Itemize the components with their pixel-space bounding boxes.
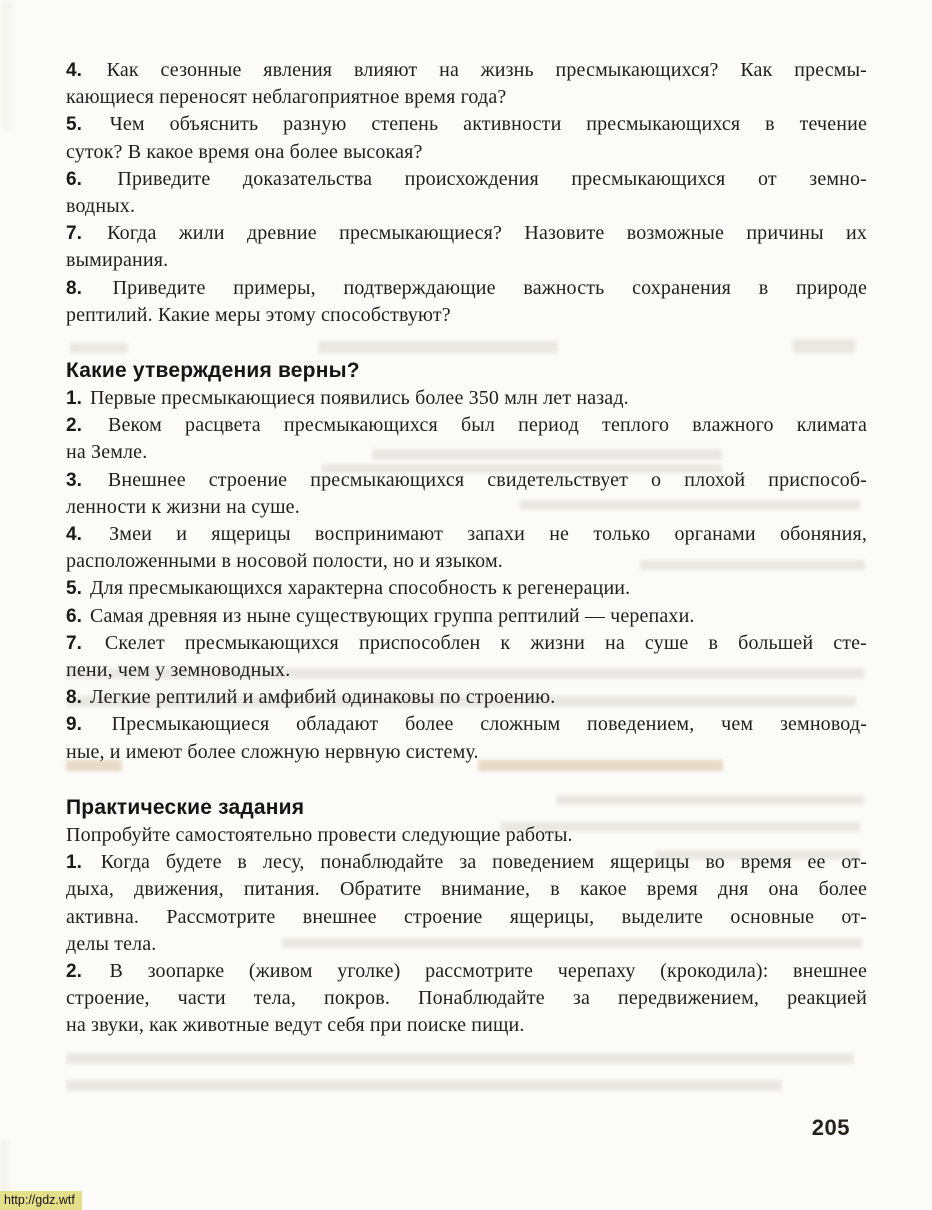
text-line: 8. Легкие рептилий и амфибий одинаковы по строению. bbox=[66, 686, 556, 709]
item-number: 9. bbox=[66, 714, 82, 736]
text-line: ленности к жизни на суше. bbox=[66, 495, 300, 518]
text-line: суток? В какое время она более высокая? bbox=[66, 140, 423, 163]
text-line: строение, части тела, покров. Понаблюдайте за передвижением, реакцией bbox=[66, 987, 867, 1010]
text-line: рептилий. Какие меры этому способствуют? bbox=[66, 303, 451, 326]
item-number: 3. bbox=[66, 469, 82, 491]
text-line: дыха, движения, питания. Обратите внимание, в какое время дня она более bbox=[66, 878, 867, 901]
text-line: ные, и имеют более сложную нервную систему. bbox=[66, 740, 479, 763]
item-number: 7. bbox=[66, 223, 82, 245]
section-true-statements bbox=[66, 356, 867, 766]
text-line: 6. Самая древняя из ныне существующих группа рептилий — черепахи. bbox=[66, 604, 695, 627]
text-line: 5. Чем объяснить разную степень активности пресмыкающихся в течение bbox=[66, 113, 867, 136]
text-line: 5. Для пресмыкающихся характерна способность к регенерации. bbox=[66, 577, 631, 600]
item-number: 5. bbox=[66, 578, 82, 600]
section-review-questions bbox=[66, 57, 867, 329]
scan-bleedthrough-artifact bbox=[793, 339, 855, 353]
section-heading-practical: Практические задания bbox=[66, 796, 305, 819]
text-line: 2. Веком расцвета пресмыкающихся был период теплого влажного климата bbox=[66, 414, 867, 437]
text-line: 9. Пресмыкающиеся обладают более сложным поведением, чем земновод- bbox=[66, 713, 867, 736]
item-number: 2. bbox=[66, 415, 82, 437]
item-number: 8. bbox=[66, 277, 82, 299]
practical-intro-line: Попробуйте самостоятельно провести следующие работы. bbox=[66, 824, 573, 846]
text-line: активна. Рассмотрите внешнее строение ящерицы, выделите основные от- bbox=[66, 905, 867, 928]
section-practical-tasks bbox=[66, 793, 867, 1040]
text-line: 4. Змеи и ящерицы воспринимают запахи не только органами обоняния, bbox=[66, 523, 867, 546]
question-list bbox=[66, 57, 867, 329]
text-line: 8. Приведите примеры, подтверждающие важность сохранения в природе bbox=[66, 276, 867, 299]
text-line: кающиеся переносят неблагоприятное время года? bbox=[66, 86, 507, 109]
watermark-url: http://gdz.wtf bbox=[0, 1191, 82, 1210]
text-line: 1. Когда будете в лесу, понаблюдайте за поведением ящерицы во время ее от- bbox=[66, 851, 867, 874]
text-line: расположенными в носовой полости, но и языком. bbox=[66, 550, 503, 573]
item-number: 6. bbox=[66, 605, 82, 627]
item-number: 6. bbox=[66, 168, 82, 190]
text-line: 7. Когда жили древние пресмыкающиеся? Назовите возможные причины их bbox=[66, 222, 867, 245]
item-number: 8. bbox=[66, 687, 82, 709]
scan-bleedthrough-artifact bbox=[66, 1053, 854, 1064]
text-line: пени, чем у земноводных. bbox=[66, 659, 291, 682]
text-line: на звуки, как животные ведут себя при поиске пищи. bbox=[66, 1014, 525, 1037]
page-number: 205 bbox=[811, 1115, 850, 1140]
item-number: 7. bbox=[66, 632, 82, 654]
item-number: 4. bbox=[66, 60, 82, 81]
scan-bleedthrough-artifact bbox=[70, 343, 128, 353]
text-line: 2. В зоопарке (живом уголке) рассмотрите черепаху (крокодила): внешнее bbox=[66, 960, 867, 983]
text-line: 1. Первые пресмыкающиеся появились более 350 млн лет назад. bbox=[66, 387, 629, 409]
task-list bbox=[66, 849, 867, 1039]
item-number: 5. bbox=[66, 114, 82, 136]
item-number: 1. bbox=[66, 388, 82, 409]
text-line: вымирания. bbox=[66, 249, 169, 272]
item-number: 4. bbox=[66, 524, 82, 546]
text-line: 3. Внешнее строение пресмыкающихся свидетельствует о плохой приспособ- bbox=[66, 468, 867, 491]
item-number: 1. bbox=[66, 852, 82, 874]
text-line: 4. Как сезонные явления влияют на жизнь пресмыкающихся? Как пресмы- bbox=[66, 59, 867, 81]
statement-list bbox=[66, 385, 867, 766]
text-line: делы тела. bbox=[66, 932, 157, 955]
scan-bleedthrough-artifact bbox=[0, 0, 12, 130]
scan-bleedthrough-artifact bbox=[318, 341, 558, 353]
item-number: 2. bbox=[66, 961, 82, 983]
text-line: водных. bbox=[66, 195, 136, 218]
scan-bleedthrough-artifact bbox=[66, 1080, 782, 1091]
text-line: на Земле. bbox=[66, 441, 148, 464]
section-heading-statements: Какие утверждения верны? bbox=[66, 359, 360, 382]
text-line: 7. Скелет пресмыкающихся приспособлен к жизни на суше в большей сте- bbox=[66, 631, 867, 654]
text-line: 6. Приведите доказательства происхождения пресмыкающихся от земно- bbox=[66, 167, 867, 190]
